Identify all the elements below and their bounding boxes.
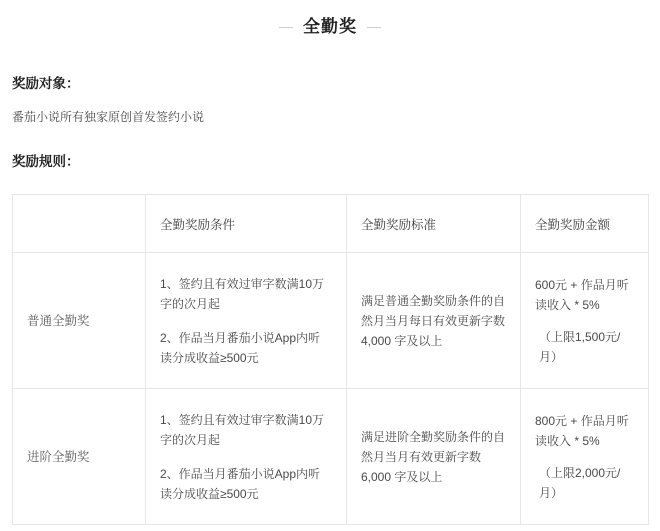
table-body [13, 253, 649, 525]
amount-line: 600元 + 作品月听读收入 * 5% [535, 277, 629, 312]
row-conditions-advanced [146, 389, 347, 525]
table-header-cell-standard: 全勤奖励标准 [347, 195, 521, 253]
page-title-row [0, 0, 660, 42]
title-dash-left-icon [279, 27, 293, 28]
amount-limit-line: （上限2,000元/月） [539, 465, 621, 500]
table-row [13, 389, 649, 525]
condition-line: 2、作品当月番茄小说App内听读分成收益≥500元 [160, 330, 321, 365]
table-header-cell-conditions: 全勤奖励条件 [146, 195, 347, 253]
section-heading-reward-rules: 奖励规则： [12, 154, 80, 169]
document-body [0, 74, 660, 172]
row-amount-normal [521, 253, 649, 389]
table-header [13, 195, 649, 253]
row-standard-advanced: 满足进阶全勤奖励条件的自然月当月有效更新字数 6,000 字及以上 [347, 389, 521, 525]
row-label-advanced: 进阶全勤奖 [13, 389, 146, 525]
table-header-row [13, 195, 649, 253]
condition-line: 2、作品当月番茄小说App内听读分成收益≥500元 [160, 466, 321, 501]
condition-line: 1、签约且有效过审字数满10万字的次月起 [160, 412, 325, 447]
row-standard-normal: 满足普通全勤奖励条件的自然月当月每日有效更新字数 4,000 字及以上 [347, 253, 521, 389]
reward-table-wrap [0, 194, 660, 525]
table-header-cell-amount: 全勤奖励金额 [521, 195, 649, 253]
table-header-cell-blank [13, 195, 146, 253]
reward-table [12, 194, 649, 525]
row-amount-advanced [521, 389, 649, 525]
table-row [13, 253, 649, 389]
condition-line: 1、签约且有效过审字数满10万字的次月起 [160, 276, 325, 311]
title-dash-right-icon [367, 27, 381, 28]
amount-limit-line: （上限1,500元/月） [539, 329, 621, 364]
page-title: 全勤奖 [303, 17, 357, 36]
section-heading-reward-target: 奖励对象： [12, 76, 80, 91]
row-label-normal: 普通全勤奖 [13, 253, 146, 389]
row-conditions-normal [146, 253, 347, 389]
amount-line: 800元 + 作品月听读收入 * 5% [535, 413, 629, 448]
section-text-reward-target: 番茄小说所有独家原创首发签约小说 [12, 110, 205, 124]
